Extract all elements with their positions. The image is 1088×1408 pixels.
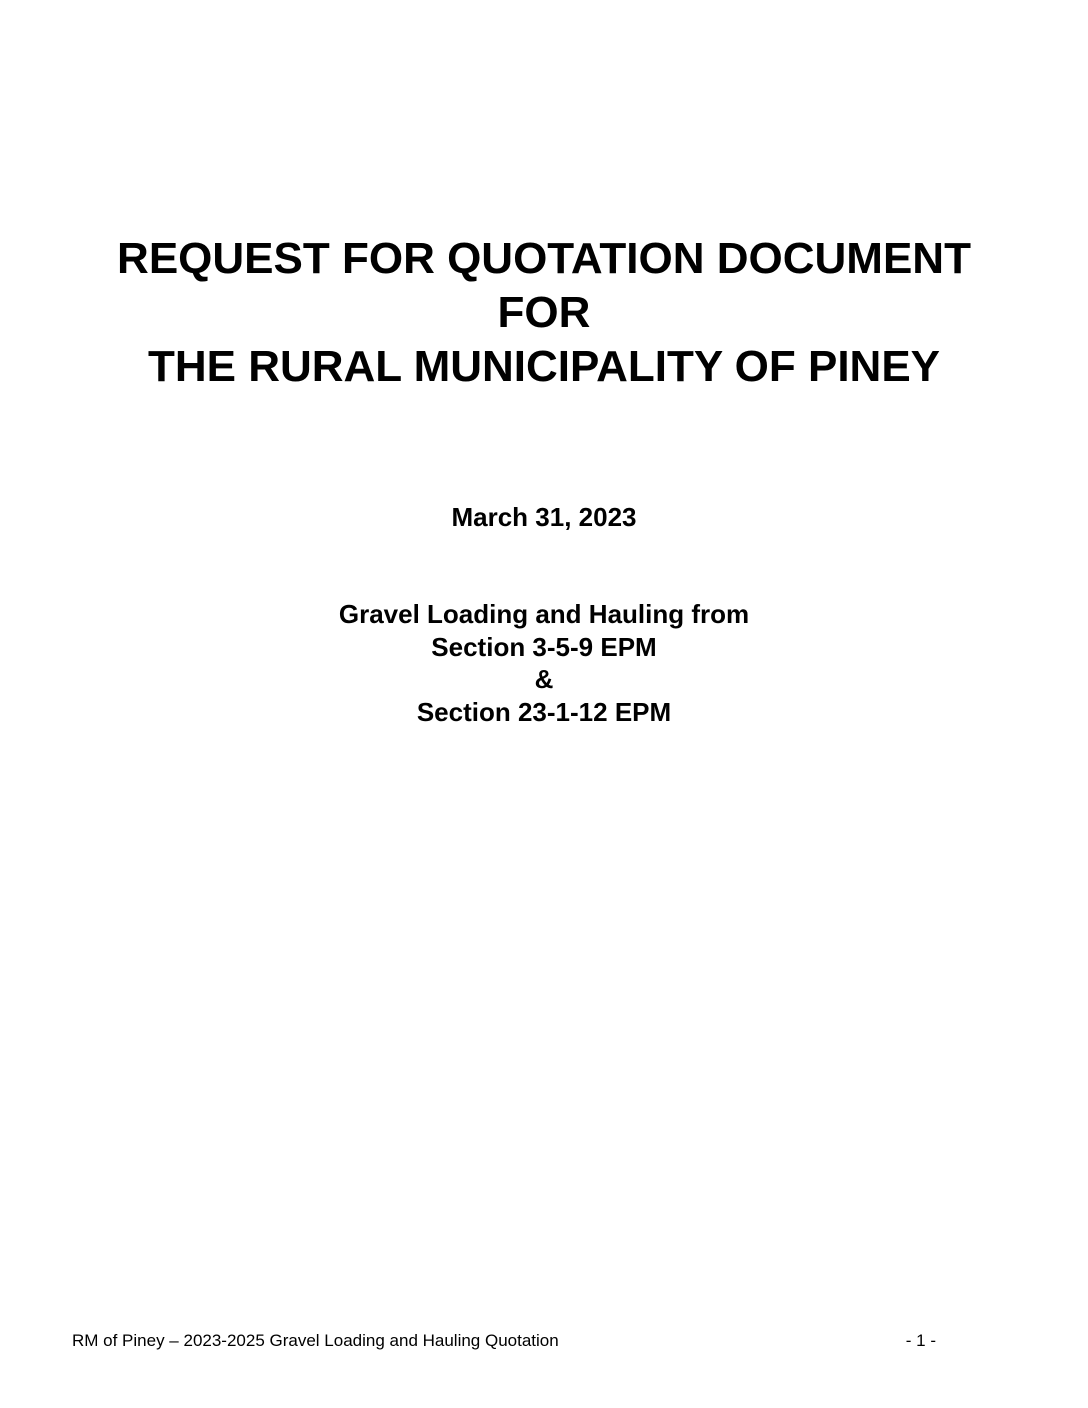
subject-line-1: Gravel Loading and Hauling from [338,599,750,629]
title-line-1: REQUEST FOR QUOTATION DOCUMENT [117,234,971,283]
title-line-2: FOR [497,288,591,337]
document-subject [0,598,1088,728]
document-date: March 31, 2023 [451,502,637,532]
document-title [0,232,1088,394]
subject-line-2: Section 3-5-9 EPM [431,631,657,662]
subject-line-4: Section 23-1-12 EPM [416,696,672,727]
title-line-3: THE RURAL MUNICIPALITY OF PINEY [147,342,941,391]
page-number: - 1 - [905,1331,936,1350]
footer-text: RM of Piney – 2023-2025 Gravel Loading and Hauling Quotation [72,1331,559,1350]
subject-line-3: & [534,664,554,694]
